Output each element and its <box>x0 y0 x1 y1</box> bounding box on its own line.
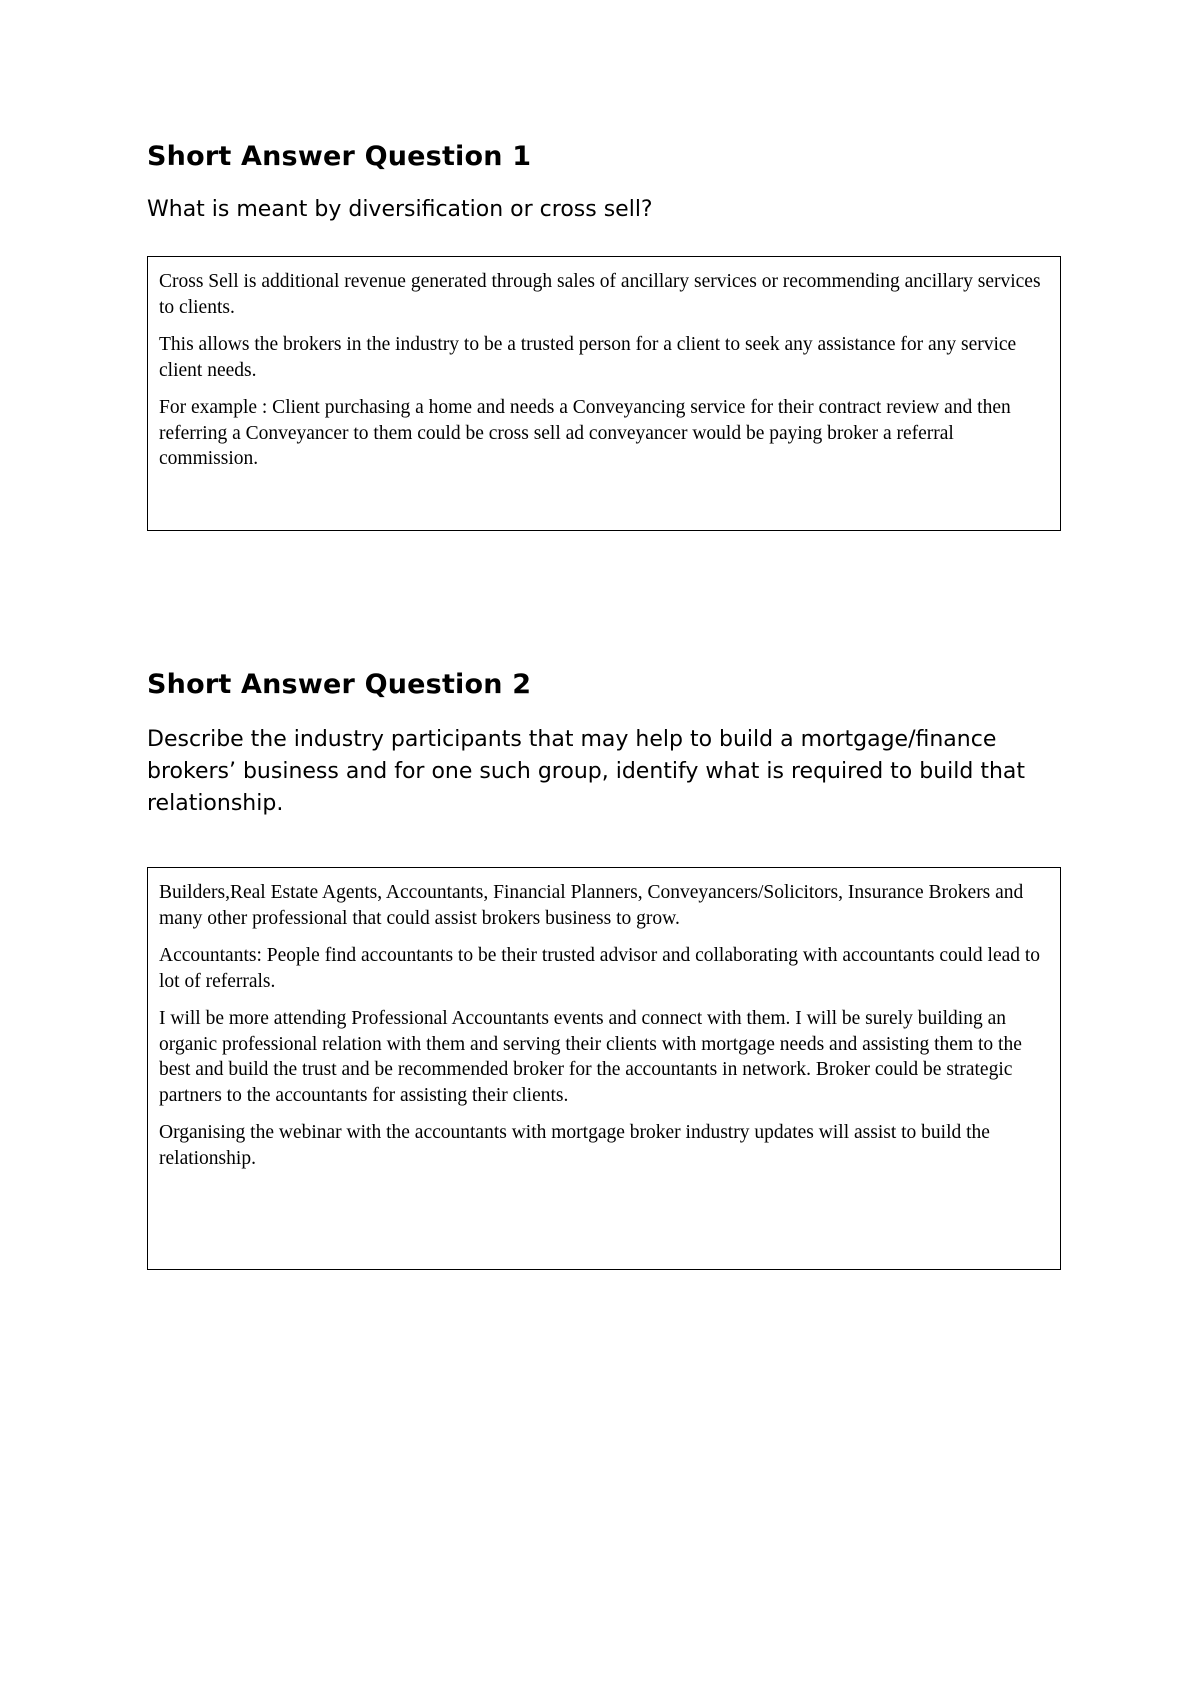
answer-2-paragraph: I will be more attending Professional Accountants events and connect with them. I will be surely building an organic professional relation with them and serving their clients with mortgage needs and assisting them to the best and build the trust and be recommended broker for the accountants in network. Broker could be strategic partners to the accountants for assisting their clients. <box>159 1008 1022 1106</box>
question-1-heading: Short Answer Question 1 <box>147 141 532 172</box>
answer-1-paragraph: Cross Sell is additional revenue generated through sales of ancillary services or recommending ancillary services to clients. <box>159 271 1041 318</box>
question-section-2 <box>147 668 1063 1169</box>
answer-1-paragraph: For example : Client purchasing a home and needs a Conveyancing service for their contract review and then referring a Conveyancer to them could be cross sell ad conveyancer would be paying broker a referral commission. <box>159 397 1011 469</box>
question-2-text: Describe the industry participants that may help to build a mortgage/finance brokers’ business and for one such group, identify what is required to build that relationship. <box>147 727 1026 816</box>
answer-2-paragraph: Builders,Real Estate Agents, Accountants, Financial Planners, Conveyancers/Solicitors, Insurance Brokers and many other professional that could assist brokers business to grow. <box>159 882 1024 929</box>
answer-2-paragraph: Organising the webinar with the accountants with mortgage broker industry updates will assist to build the relationship. <box>159 1122 990 1169</box>
answer-box-1[interactable] <box>147 256 1061 531</box>
question-2-heading: Short Answer Question 2 <box>147 669 532 700</box>
answer-box-2[interactable] <box>147 867 1061 1270</box>
answer-1-paragraph: This allows the brokers in the industry to be a trusted person for a client to seek any assistance for any service client needs. <box>159 334 1017 381</box>
question-1-text: What is meant by diversification or cross sell? <box>147 197 653 222</box>
question-section-1 <box>147 140 1063 469</box>
answer-2-paragraph: Accountants: People find accountants to be their trusted advisor and collaborating with accountants could lead to lot of referrals. <box>159 945 1041 992</box>
